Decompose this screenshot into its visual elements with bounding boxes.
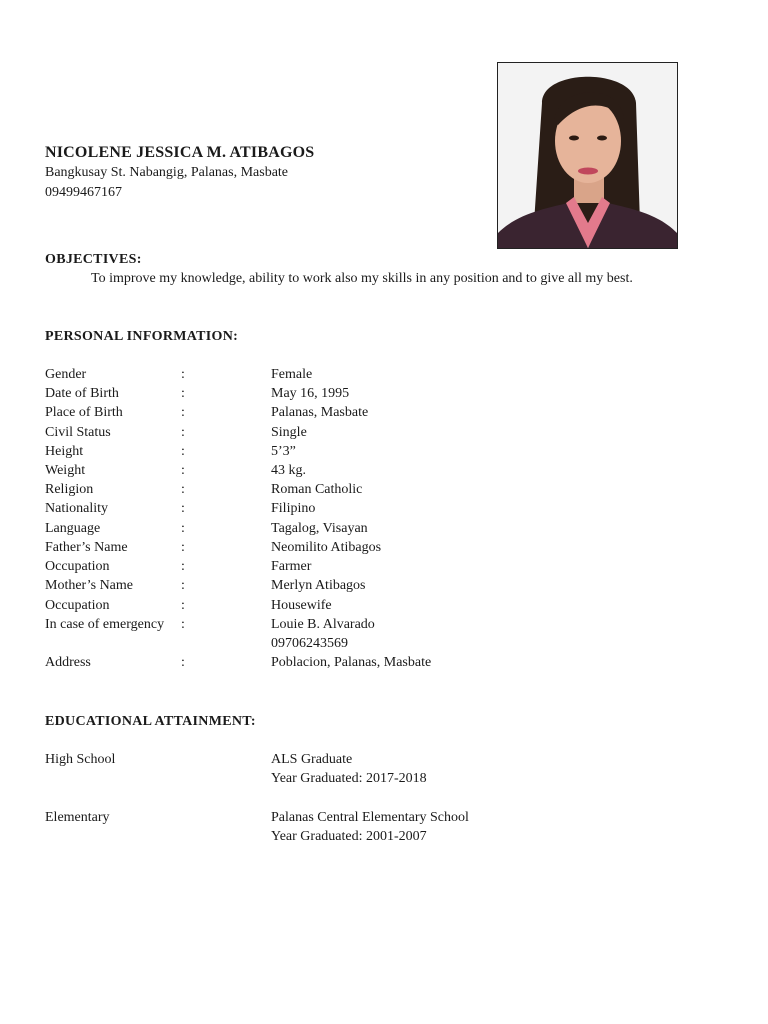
- field-value: Neomilito Atibagos: [271, 540, 382, 555]
- field-colon: :: [181, 598, 185, 613]
- table-row: [0, 636, 700, 655]
- table-row: [0, 598, 700, 617]
- education-heading: EDUCATIONAL ATTAINMENT:: [45, 714, 256, 729]
- field-colon: :: [181, 463, 185, 478]
- field-label: Date of Birth: [45, 386, 119, 401]
- field-value: Palanas, Masbate: [271, 405, 369, 420]
- field-value: 09706243569: [271, 636, 348, 651]
- field-value: Housewife: [271, 598, 332, 613]
- education-level: High School: [45, 752, 116, 767]
- field-colon: :: [181, 405, 185, 420]
- field-colon: :: [181, 578, 185, 593]
- education-school: Palanas Central Elementary School: [271, 810, 469, 825]
- field-label: Place of Birth: [45, 405, 123, 420]
- table-row: [0, 482, 700, 501]
- table-row: [0, 501, 700, 520]
- table-row: [0, 578, 700, 597]
- table-row: [0, 617, 700, 636]
- field-colon: :: [181, 444, 185, 459]
- field-label: Height: [45, 444, 84, 459]
- field-value: May 16, 1995: [271, 386, 350, 401]
- table-row: [0, 405, 700, 424]
- field-colon: :: [181, 367, 185, 382]
- field-colon: :: [181, 655, 185, 670]
- education-level: Elementary: [45, 810, 110, 825]
- field-value: Filipino: [271, 501, 316, 516]
- field-value: Tagalog, Visayan: [271, 521, 368, 536]
- field-colon: :: [181, 501, 185, 516]
- table-row: [0, 444, 700, 463]
- field-colon: :: [181, 482, 185, 497]
- field-label: Language: [45, 521, 101, 536]
- objectives-heading: OBJECTIVES:: [45, 252, 142, 267]
- table-row: [0, 425, 700, 444]
- table-row: [0, 367, 700, 386]
- field-label: Father’s Name: [45, 540, 128, 555]
- field-label: Occupation: [45, 559, 110, 574]
- field-label: Occupation: [45, 598, 110, 613]
- education-year: Year Graduated: 2001-2007: [271, 829, 427, 844]
- field-value: 5’3”: [271, 444, 296, 459]
- field-label: In case of emergency: [45, 617, 165, 632]
- objectives-text: To improve my knowledge, ability to work also my skills in any position and to give all my best.: [91, 271, 633, 286]
- table-row: [0, 463, 700, 482]
- field-value: Merlyn Atibagos: [271, 578, 366, 593]
- field-colon: :: [181, 386, 185, 401]
- field-value: Female: [271, 367, 313, 382]
- field-value: Farmer: [271, 559, 312, 574]
- field-colon: :: [181, 425, 185, 440]
- field-value: 43 kg.: [271, 463, 306, 478]
- field-label: Gender: [45, 367, 87, 382]
- table-row: [0, 521, 700, 540]
- field-label: Weight: [45, 463, 86, 478]
- table-row: [0, 386, 700, 405]
- portrait-image: [498, 63, 677, 248]
- field-label: Civil Status: [45, 425, 111, 440]
- table-row: [0, 655, 700, 674]
- applicant-photo: [497, 62, 678, 249]
- field-value: Single: [271, 425, 307, 440]
- field-value: Poblacion, Palanas, Masbate: [271, 655, 432, 670]
- applicant-phone: 09499467167: [45, 185, 122, 200]
- field-colon: :: [181, 521, 185, 536]
- field-colon: :: [181, 559, 185, 574]
- table-row: [0, 559, 700, 578]
- personal-info-heading: PERSONAL INFORMATION:: [45, 329, 239, 344]
- field-label: Address: [45, 655, 91, 670]
- field-label: Mother’s Name: [45, 578, 133, 593]
- field-value: Louie B. Alvarado: [271, 617, 375, 632]
- table-row: [0, 540, 700, 559]
- field-label: Nationality: [45, 501, 108, 516]
- applicant-address: Bangkusay St. Nabangig, Palanas, Masbate: [45, 165, 289, 180]
- education-year: Year Graduated: 2017-2018: [271, 771, 427, 786]
- field-label: Religion: [45, 482, 94, 497]
- field-value: Roman Catholic: [271, 482, 363, 497]
- education-school: ALS Graduate: [271, 752, 353, 767]
- applicant-name: NICOLENE JESSICA M. ATIBAGOS: [45, 144, 315, 161]
- field-colon: :: [181, 617, 185, 632]
- field-colon: :: [181, 540, 185, 555]
